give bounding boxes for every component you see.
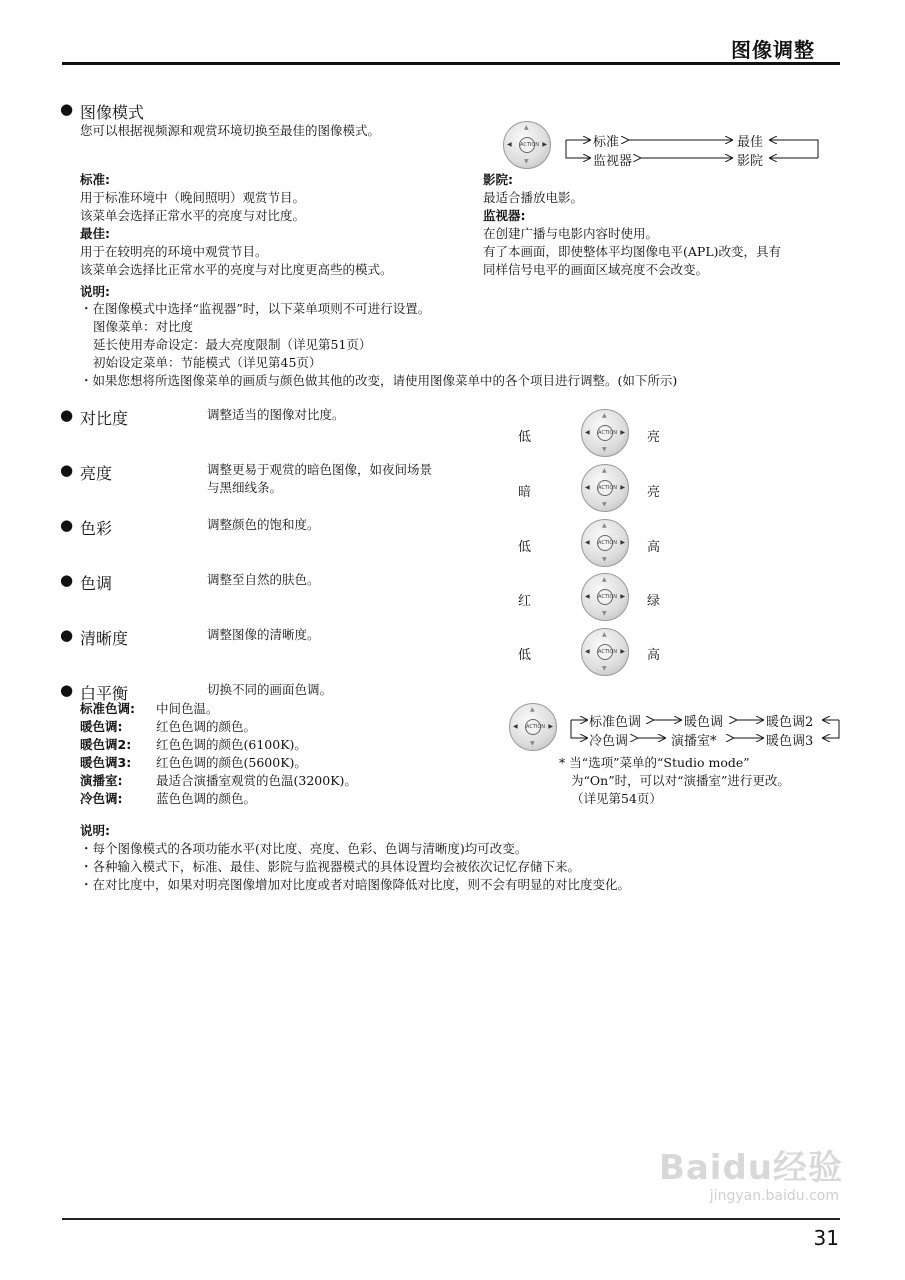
remote-pad-white-balance bbox=[509, 703, 557, 751]
cinema-label: 影院: bbox=[483, 172, 513, 187]
adjust-right-label: 亮 bbox=[647, 485, 661, 500]
footer-rule bbox=[62, 1218, 840, 1220]
picture-mode-intro: 您可以根据视频源和观赏环境切换至最佳的图像模式。 bbox=[80, 123, 381, 138]
bullet-icon: ● bbox=[60, 626, 74, 644]
wb-cycle-cool: 冷色调 bbox=[589, 734, 629, 749]
monitor-line: 有了本画面，即使整体平均图像电平(APL)改变，具有 bbox=[483, 244, 781, 259]
right-arrow-icon: ▶ bbox=[548, 723, 553, 730]
wb-item-name: 暖色调: bbox=[80, 719, 123, 734]
bullet-icon: ● bbox=[60, 406, 74, 424]
monitor-label: 监视器: bbox=[483, 208, 526, 223]
remote-pad bbox=[581, 464, 629, 512]
adjust-left-label: 红 bbox=[518, 594, 532, 609]
bullet-icon: ● bbox=[60, 516, 74, 534]
watermark-url: jingyan.baidu.com bbox=[709, 1188, 839, 1204]
monitor-line: 在创建广播与电影内容时使用。 bbox=[483, 226, 659, 241]
wb-item-name: 暖色调2: bbox=[80, 737, 132, 752]
header-rule bbox=[62, 62, 840, 65]
white-balance-desc: 切换不同的画面色调。 bbox=[207, 682, 333, 697]
monitor-line: 同样信号电平的画面区域亮度不会改变。 bbox=[483, 262, 709, 277]
up-arrow-icon: ▲ bbox=[602, 522, 607, 529]
left-arrow-icon: ◀ bbox=[585, 429, 590, 436]
adjust-title-brightness: 亮度 bbox=[80, 464, 113, 483]
left-arrow-icon: ◀ bbox=[507, 141, 512, 148]
adjust-left-label: 低 bbox=[518, 648, 532, 663]
down-arrow-icon: ▼ bbox=[602, 501, 607, 508]
ok-button-icon: ACTION bbox=[519, 137, 535, 153]
page-title: 图像调整 bbox=[731, 38, 815, 62]
adjust-title-contrast: 对比度 bbox=[80, 409, 129, 428]
wb-cycle-studio: 演播室* bbox=[671, 734, 717, 749]
wb-cycle-warm3: 暖色调3 bbox=[766, 734, 814, 749]
right-arrow-icon: ▶ bbox=[620, 429, 625, 436]
adjust-title-tint: 色调 bbox=[80, 574, 113, 593]
cinema-line: 最适合播放电影。 bbox=[483, 190, 584, 205]
down-arrow-icon: ▼ bbox=[602, 446, 607, 453]
wb-item-name: 标准色调: bbox=[80, 701, 135, 716]
adjust-desc: 调整适当的图像对比度。 bbox=[207, 407, 345, 422]
best-label: 最佳: bbox=[80, 226, 110, 241]
wb-item-desc: 最适合演播室观赏的色温(3200K)。 bbox=[156, 773, 357, 788]
remote-pad bbox=[581, 519, 629, 567]
adjust-right-label: 亮 bbox=[647, 430, 661, 445]
right-arrow-icon: ▶ bbox=[542, 141, 547, 148]
down-arrow-icon: ▼ bbox=[524, 158, 529, 165]
left-arrow-icon: ◀ bbox=[585, 539, 590, 546]
bullet-icon: ● bbox=[60, 461, 74, 479]
best-line: 用于在较明亮的环境中观赏节目。 bbox=[80, 244, 268, 259]
down-arrow-icon: ▼ bbox=[602, 665, 607, 672]
ok-button-icon: ACTION bbox=[597, 589, 613, 605]
wb-footnote: * 当“选项”菜单的“Studio mode” bbox=[559, 755, 750, 770]
note-line: ・如果您想将所选图像菜单的画质与颜色做其他的改变，请使用图像菜单中的各个项目进行调整。(如下所示) bbox=[80, 373, 678, 388]
up-arrow-icon: ▲ bbox=[602, 412, 607, 419]
adjust-left-label: 暗 bbox=[518, 485, 532, 500]
left-arrow-icon: ◀ bbox=[585, 484, 590, 491]
wb-footnote: 为“On”时，可以对“演播室”进行更改。 bbox=[571, 773, 790, 788]
remote-pad-picture-mode bbox=[503, 121, 551, 169]
cycle-best: 最佳 bbox=[737, 135, 764, 150]
adjust-desc: 调整图像的清晰度。 bbox=[207, 627, 320, 642]
wb-cycle-standard: 标准色调 bbox=[589, 715, 642, 730]
adjust-title-color: 色彩 bbox=[80, 519, 113, 538]
wb-item-desc: 红色色调的颜色(6100K)。 bbox=[156, 737, 307, 752]
adjust-desc: 调整颜色的饱和度。 bbox=[207, 517, 320, 532]
wb-item-name: 暖色调3: bbox=[80, 755, 132, 770]
wb-footnote: （详见第54页） bbox=[571, 791, 662, 806]
adjust-right-label: 高 bbox=[647, 540, 661, 555]
bottom-note: ・每个图像模式的各项功能水平(对比度、亮度、色彩、色调与清晰度)均可改变。 bbox=[80, 841, 528, 856]
note-line: ・在图像模式中选择“监视器”时，以下菜单项则不可进行设置。 bbox=[80, 301, 431, 316]
bottom-note: ・各种输入模式下，标准、最佳、影院与监视器模式的具体设置均会被依次记忆存储下来。 bbox=[80, 859, 581, 874]
bottom-note-label: 说明: bbox=[80, 823, 110, 838]
left-arrow-icon: ◀ bbox=[513, 723, 518, 730]
up-arrow-icon: ▲ bbox=[602, 631, 607, 638]
wb-item-desc: 中间色温。 bbox=[156, 701, 219, 716]
wb-item-desc: 红色色调的颜色。 bbox=[156, 719, 257, 734]
picture-mode-heading: 图像模式 bbox=[80, 103, 145, 122]
adjust-right-label: 绿 bbox=[647, 594, 661, 609]
wb-cycle-warm2: 暖色调2 bbox=[766, 715, 814, 730]
adjust-desc: 与黑细线条。 bbox=[207, 480, 283, 495]
bullet-icon: ● bbox=[60, 100, 74, 118]
remote-pad bbox=[581, 409, 629, 457]
std-label: 标准: bbox=[80, 172, 110, 187]
remote-pad bbox=[581, 628, 629, 676]
up-arrow-icon: ▲ bbox=[602, 467, 607, 474]
note-label: 说明: bbox=[80, 284, 110, 299]
right-arrow-icon: ▶ bbox=[620, 484, 625, 491]
ok-button-icon: ACTION bbox=[597, 480, 613, 496]
bullet-icon: ● bbox=[60, 681, 74, 699]
bottom-note: ・在对比度中，如果对明亮图像增加对比度或者对暗图像降低对比度，则不会有明显的对比度变化。 bbox=[80, 877, 631, 892]
adjust-right-label: 高 bbox=[647, 648, 661, 663]
note-line: 图像菜单：对比度 bbox=[93, 319, 194, 334]
wb-item-desc: 蓝色色调的颜色。 bbox=[156, 791, 257, 806]
wb-item-desc: 红色色调的颜色(5600K)。 bbox=[156, 755, 307, 770]
adjust-left-label: 低 bbox=[518, 430, 532, 445]
wb-cycle-warm: 暖色调 bbox=[684, 715, 724, 730]
remote-pad bbox=[581, 573, 629, 621]
adjust-left-label: 低 bbox=[518, 540, 532, 555]
left-arrow-icon: ◀ bbox=[585, 593, 590, 600]
right-arrow-icon: ▶ bbox=[620, 539, 625, 546]
watermark-logo: Baidu经验 bbox=[658, 1148, 843, 1188]
adjust-title-sharpness: 清晰度 bbox=[80, 629, 129, 648]
right-arrow-icon: ▶ bbox=[620, 593, 625, 600]
wb-item-name: 演播室: bbox=[80, 773, 123, 788]
ok-button-icon: ACTION bbox=[597, 425, 613, 441]
adjust-desc: 调整更易于观赏的暗色图像，如夜间场景 bbox=[207, 462, 433, 477]
std-line: 该菜单会选择正常水平的亮度与对比度。 bbox=[80, 208, 306, 223]
cycle-cinema: 影院 bbox=[737, 154, 764, 169]
ok-button-icon: ACTION bbox=[525, 719, 541, 735]
right-arrow-icon: ▶ bbox=[620, 648, 625, 655]
up-arrow-icon: ▲ bbox=[602, 576, 607, 583]
up-arrow-icon: ▲ bbox=[524, 124, 529, 131]
down-arrow-icon: ▼ bbox=[530, 740, 535, 747]
note-line: 延长使用寿命设定：最大亮度限制（详见第51页） bbox=[93, 337, 372, 352]
bullet-icon: ● bbox=[60, 571, 74, 589]
white-balance-heading: 白平衡 bbox=[80, 684, 129, 703]
left-arrow-icon: ◀ bbox=[585, 648, 590, 655]
down-arrow-icon: ▼ bbox=[602, 556, 607, 563]
adjust-desc: 调整至自然的肤色。 bbox=[207, 572, 320, 587]
up-arrow-icon: ▲ bbox=[530, 706, 535, 713]
down-arrow-icon: ▼ bbox=[602, 610, 607, 617]
cycle-standard: 标准 bbox=[593, 135, 620, 150]
ok-button-icon: ACTION bbox=[597, 535, 613, 551]
std-line: 用于标准环境中（晚间照明）观赏节目。 bbox=[80, 190, 306, 205]
wb-item-name: 冷色调: bbox=[80, 791, 123, 806]
cycle-monitor: 监视器 bbox=[593, 154, 633, 169]
note-line: 初始设定菜单：节能模式（详见第45页） bbox=[93, 355, 322, 370]
ok-button-icon: ACTION bbox=[597, 644, 613, 660]
best-line: 该菜单会选择比正常水平的亮度与对比度更高些的模式。 bbox=[80, 262, 393, 277]
page-number: 31 bbox=[813, 1226, 839, 1250]
